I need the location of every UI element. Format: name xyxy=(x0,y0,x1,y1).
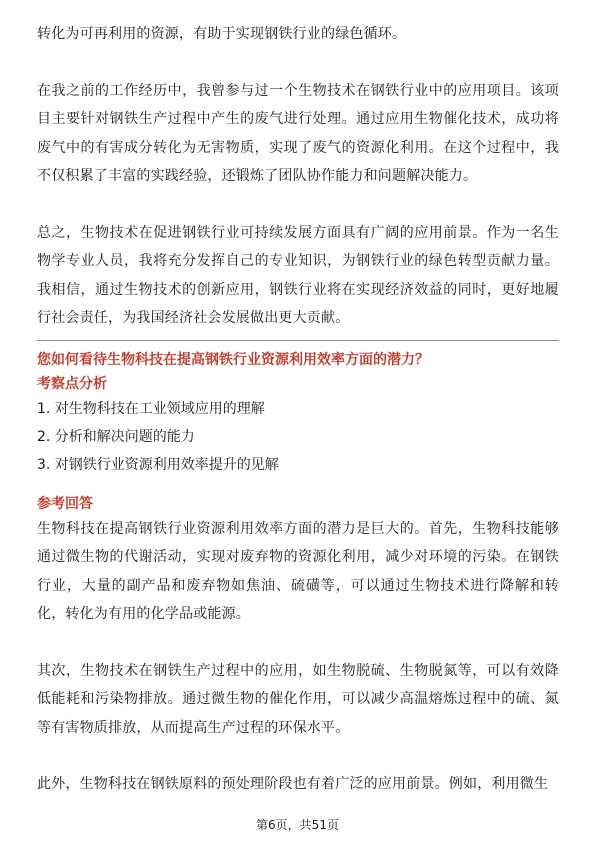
answer-paragraph-3: 此外，生物科技在钢铁原料的预处理阶段也有着广泛的应用前景。例如，利用微生 xyxy=(37,776,549,792)
analysis-point: 3. 对钢铁行业资源利用效率提升的见解 xyxy=(37,456,279,473)
analysis-point: 2. 分析和解决问题的能力 xyxy=(37,428,195,445)
section-divider xyxy=(37,340,559,341)
page-number: 第6页，共51页 xyxy=(256,818,339,832)
analysis-points xyxy=(37,395,559,479)
answer-title: 参考回答 xyxy=(37,495,93,512)
page-content xyxy=(37,20,559,799)
answer-paragraph-1: 生物科技在提高钢铁行业资源利用效率方面的潜力是巨大的。首先，生物科技能够通过微生物的代谢活动，实现对废弃物的资源化利用，减少对环境的污染。在钢铁行业，大量的副产品和废弃物如焦油、硫磺等，可以通过生物技术进行降解和转化，转化为有用的化学品或能源。 xyxy=(37,520,559,622)
analysis-title: 考察点分析 xyxy=(37,375,107,392)
paragraph-3: 总之，生物技术在促进钢铁行业可持续发展方面具有广阔的应用前景。作为一名生物学专业人员，我将充分发挥自己的专业知识，为钢铁行业的绿色转型贡献力量。我相信，通过生物技术的创新应用，钢铁行业将在实现经济效益的同时，更好地履行社会责任，为我国经济社会发展做出更大贡献。 xyxy=(37,224,559,326)
analysis-point: 1. 对生物科技在工业领域应用的理解 xyxy=(37,400,265,417)
question-heading: 您如何看待生物科技在提高钢铁行业资源利用效率方面的潜力？ xyxy=(37,351,429,368)
paragraph-1: 转化为可再利用的资源，有助于实现钢铁行业的绿色循环。 xyxy=(37,26,407,42)
paragraph-2: 在我之前的工作经历中，我曾参与过一个生物技术在钢铁行业中的应用项目。该项目主要针对钢铁生产过程中产生的废气进行处理。通过应用生物催化技术，成功将废气中的有害成分转化为无害物质，实现了废气的资源化利用。在这个过程中，我不仅积累了丰富的实践经验，还锻炼了团队协作能力和问题解决能力。 xyxy=(37,82,559,184)
answer-paragraph-2: 其次，生物技术在钢铁生产过程中的应用，如生物脱硫、生物脱氮等，可以有效降低能耗和污染物排放。通过微生物的催化作用，可以减少高温熔炼过程中的硫、氮等有害物质排放，从而提高生产过程的环保水平。 xyxy=(37,662,559,736)
